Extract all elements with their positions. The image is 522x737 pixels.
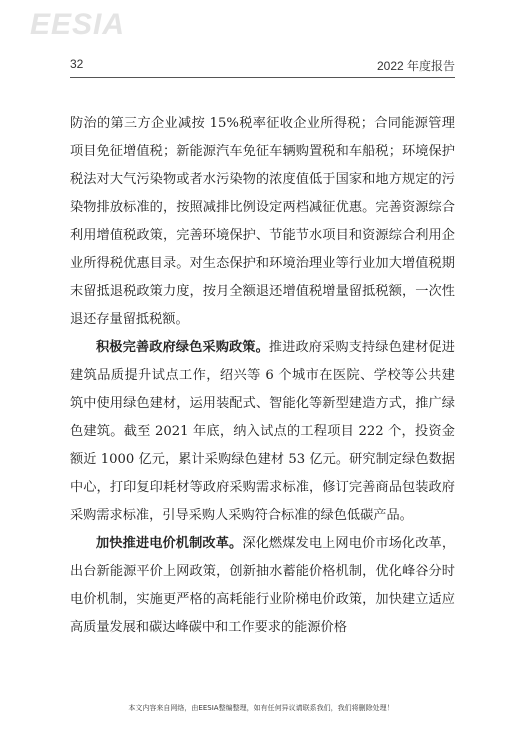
report-title: 2022 年度报告 xyxy=(376,59,455,73)
paragraph-tax-policy: 防治的第三方企业减按 15%税率征收企业所得税；合同能源管理项目免征增值税；新能源汽车免征车辆购置税和车船税；环境保护税法对大气污染物或者水污染物的浓度值低于国家和地方规定的污染物排放标准的，按照减排比例设定两档减征优惠。完善资源综合利用增值税政策，完善环境保护、节能节水项目和资源综合利用企业所得税优惠目录。对生态保护和环境治理业等行业加大增值税期末留抵退税政策力度，按月全额退还增值税增量留抵税额，一次性退还存量留抵税额。 xyxy=(70,116,455,327)
section-heading-electricity-price: 加快推进电价机制改革。 xyxy=(96,536,243,551)
paragraph-text: 深化燃煤发电上网电价市场化改革，出台新能源平价上网政策，创新抽水蓄能价格机制，优化峰谷分时电价机制，实施更严格的高耗能行业阶梯电价政策，加快建立适应高质量发展和碳达峰碳中和工作要求的能源价格 xyxy=(70,536,456,635)
footer-note: 本文内容来自网络，由EESIA整编整理，如有任何异议请联系我们，我们将删除处理！ xyxy=(128,704,394,712)
page-header xyxy=(70,55,455,78)
section-heading-green-procurement: 积极完善政府绿色采购政策。 xyxy=(96,340,269,355)
page-number: 32 xyxy=(70,57,84,71)
paragraph-electricity-price xyxy=(70,530,455,642)
paragraph-green-procurement xyxy=(70,334,455,530)
paragraph-text: 推进政府采购支持绿色建材促进建筑品质提升试点工作，绍兴等 6 个城市在医院、学校等公共建筑中使用绿色建材，运用装配式、智能化等新型建造方式，推广绿色建筑。截至 2021 年底，纳入试点的工程项目 222 个，投资金额近 1000 亿元，累计采购绿色建材 53 亿元。研究制定绿色数据中心，打印复印耗材等政府采购需求标准，修订完善商品包装政府采购需求标准，引导采购人采购符合标准的绿色低碳产品。 xyxy=(70,340,455,523)
document-body xyxy=(70,110,455,642)
eesia-logo: EESIA xyxy=(30,8,126,41)
